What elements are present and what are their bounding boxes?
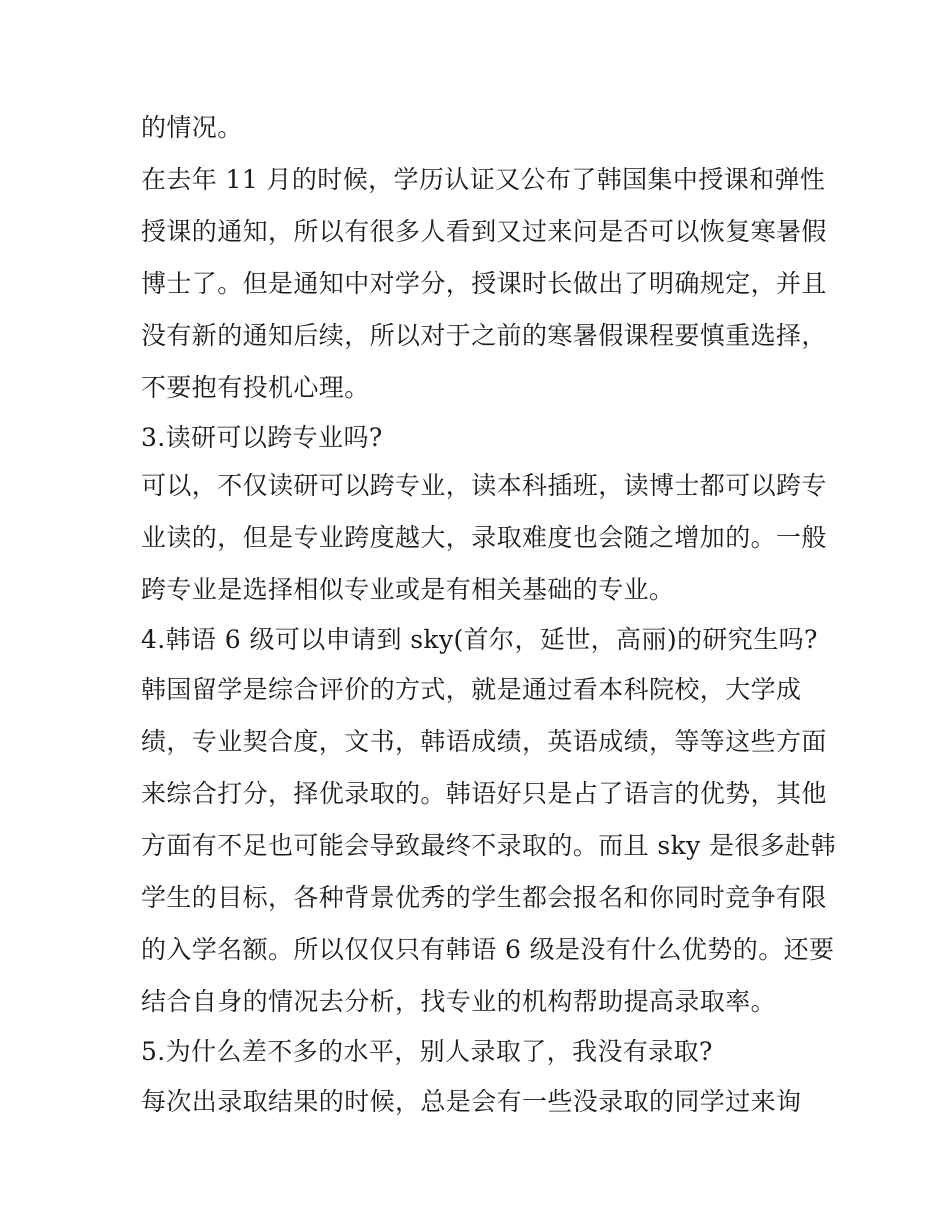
text-line: 博士了。但是通知中对学分，授课时长做出了明确规定，并且 xyxy=(141,269,827,298)
text-line: 的入学名额。所以仅仅只有韩语 6 级是没有什么优势的。还要 xyxy=(141,935,835,964)
text-line: 每次出录取结果的时候，总是会有一些没录取的同学过来询 xyxy=(141,1087,802,1116)
section-heading: 4.韩语 6 级可以申请到 sky(首尔，延世，高丽)的研究生吗? xyxy=(141,625,818,654)
text-line: 业读的，但是专业跨度越大，录取难度也会随之增加的。一般 xyxy=(141,523,827,552)
text-line: 跨专业是选择相似专业或是有相关基础的专业。 xyxy=(141,575,675,604)
text-line: 韩国留学是综合评价的方式，就是通过看本科院校，大学成 xyxy=(141,675,802,704)
text-line: 可以，不仅读研可以跨专业，读本科插班，读博士都可以跨专 xyxy=(141,471,827,500)
text-line: 学生的目标，各种背景优秀的学生都会报名和你同时竞争有限 xyxy=(141,883,827,912)
text-line: 没有新的通知后续，所以对于之前的寒暑假课程要慎重选择， xyxy=(141,321,827,350)
text-line: 绩，专业契合度，文书，韩语成绩，英语成绩，等等这些方面 xyxy=(141,727,827,756)
text-line: 方面有不足也可能会导致最终不录取的。而且 sky 是很多赴韩 xyxy=(141,831,836,860)
text-line: 在去年 11 月的时候，学历认证又公布了韩国集中授课和弹性 xyxy=(141,165,826,194)
text-line: 的情况。 xyxy=(141,113,243,142)
text-line: 授课的通知，所以有很多人看到又过来问是否可以恢复寒暑假 xyxy=(141,217,827,246)
text-line: 来综合打分，择优录取的。韩语好只是占了语言的优势，其他 xyxy=(141,779,827,808)
text-line: 结合自身的情况去分析，找专业的机构帮助提高录取率。 xyxy=(141,987,777,1016)
section-heading: 3.读研可以跨专业吗? xyxy=(141,423,383,452)
text-line: 不要抱有投机心理。 xyxy=(141,373,370,402)
section-heading: 5.为什么差不多的水平，别人录取了，我没有录取? xyxy=(141,1037,713,1066)
